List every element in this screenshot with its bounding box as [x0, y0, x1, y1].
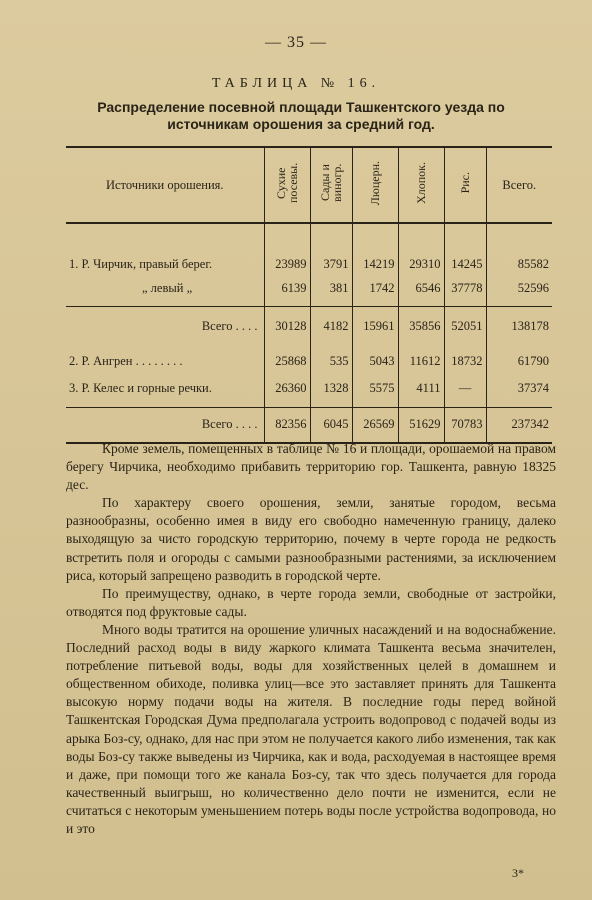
paragraph: Много воды тратится на орошение уличных насаждений и на водоснабжение. Последний расход воды в виду жаркого климата Ташкента весьма значителен, потребление питьевой воды, воды для хозяйственных целей в домашнем и общественном обиходе, поливка улиц—все это заставляет принять для Ташкента высокую норму подачи воды на жителя. В последние годы перед войной Ташкентская Городская Дума предполагала устроить водопровод с подачей воды из арыка Боз-су, однако, для нас при этом не получается какого либо изменения, так как воды Боз-су также выведены из Чирчика, как и вода, расходуемая в настоящее время и даже, при помощи того же канала Боз-су, так что здесь получается для города качественный выигрыш, но количественно дело почти не изменится, если не считаться с некоторым уменьшением потерь воды после устройства водопровода, но и это: [66, 621, 556, 836]
table-row-total: Всего . . . . 82356 6045 26569 51629 70783 237342: [66, 407, 552, 443]
header-dry: Сухие посевы.: [264, 147, 310, 223]
irrigation-table: [66, 146, 552, 444]
spacer-row: [66, 223, 552, 252]
table-row: 2. Р. Ангрен . . . . . . . . 25868 535 5043 11612 18732 61790: [66, 347, 552, 377]
table-row-subtotal: Всего . . . . 30128 4182 15961 35856 52051 138178: [66, 307, 552, 347]
paragraph: По преимуществу, однако, в черте города земли, свободные от застройки, отводятся под фруктовые сады.: [66, 585, 556, 619]
page-number: — 35 —: [265, 34, 327, 51]
header-source: Источники орошения.: [66, 147, 264, 223]
table-row: 3. Р. Келес и горные речки. 26360 1328 5575 4111 — 37374: [66, 377, 552, 401]
table-header-row: [66, 147, 552, 223]
table-title: ТАБЛИЦА № 16.: [211, 76, 381, 91]
header-cotton: Хлопок.: [398, 147, 444, 223]
header-gardens: Сады и виногр.: [310, 147, 352, 223]
signature-mark: 3*: [512, 866, 524, 880]
header-rice: Рис.: [444, 147, 486, 223]
header-alfalfa: Люцерн.: [352, 147, 398, 223]
body-text: [66, 440, 556, 838]
paragraph: По характеру своего орошения, земли, занятые городом, весьма разнообразны, особенно имея в виду его свободно намеченную границу, далеко выходящую за чисто городскую территорию, почему в черте города не редкость встретить поля и огороды с самыми разнообразными растениями, за исключением риса, который запрещено разводить в городской черте.: [66, 495, 556, 583]
table-caption: Распределение посевной площади Ташкентского уезда по источникам орошения за средний год.: [97, 99, 505, 132]
table-row: „ левый „ 6139 381 1742 6546 37778 52596: [66, 276, 552, 300]
table-row: 1. Р. Чирчик, правый берег. 23989 3791 14219 29310 14245 85582: [66, 252, 552, 276]
paragraph: Кроме земель, помещенных в таблице № 16 и площади, орошаемой на правом берегу Чирчика, необходимо прибавить территорию гор. Ташкента, равную 18325 дес.: [66, 441, 556, 493]
header-total: Всего.: [486, 147, 552, 223]
